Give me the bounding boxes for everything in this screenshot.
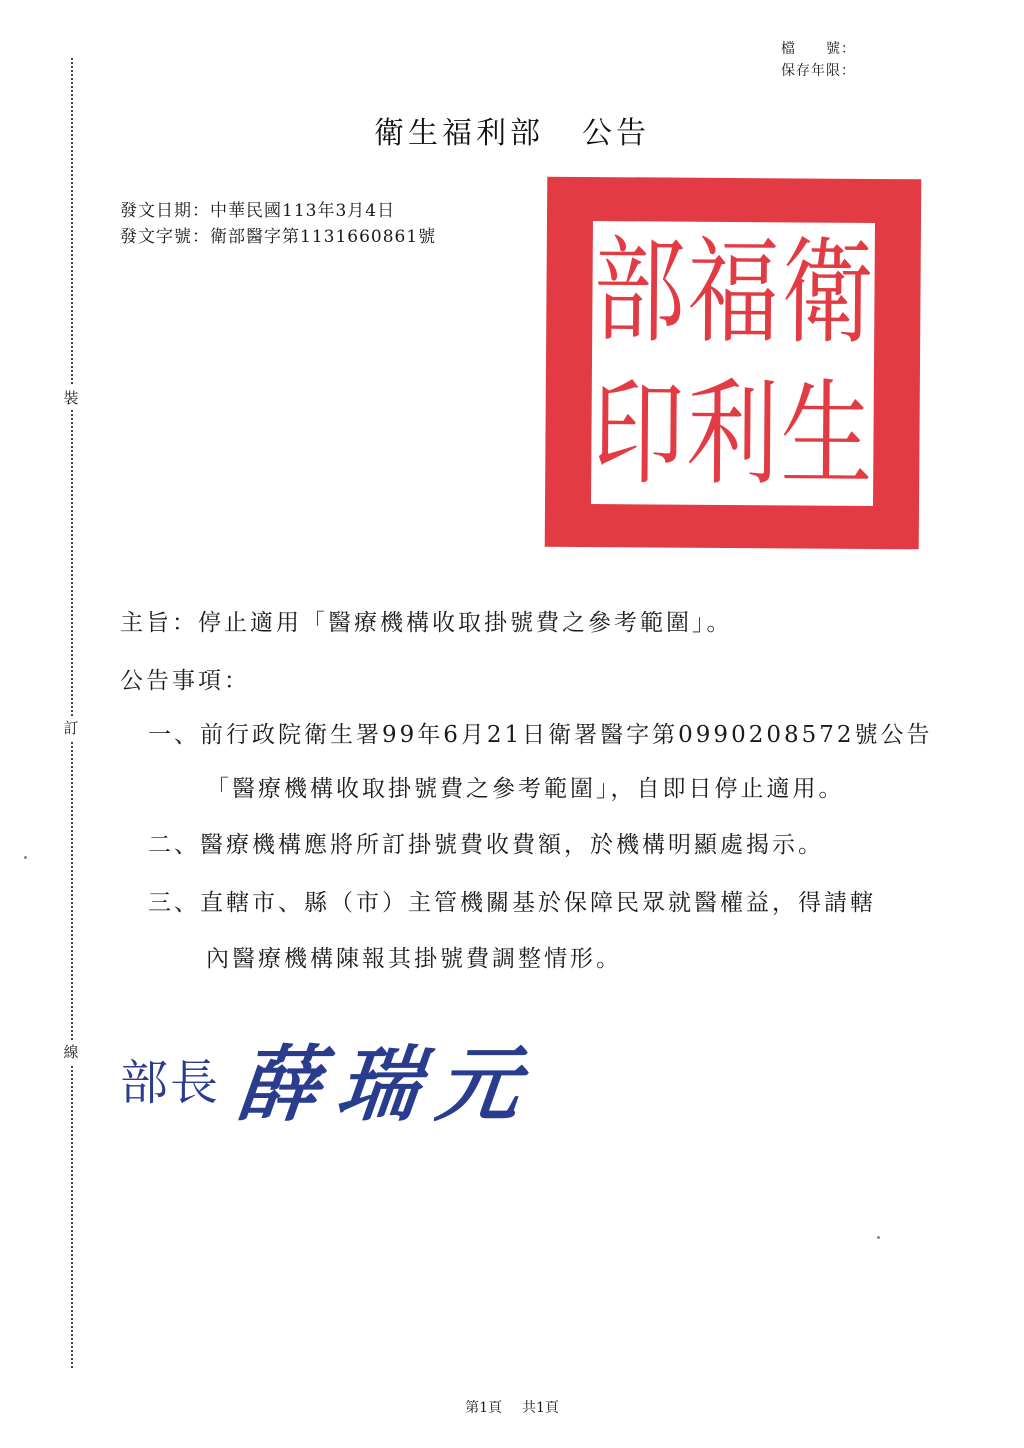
items-heading: 公告事項： — [120, 668, 250, 694]
current-page: 第1頁 — [465, 1400, 502, 1416]
seal-char: 福 — [687, 224, 780, 360]
item-2-line-1: 二、醫療機構應將所訂掛號費收費額，於機構明顯處揭示。 — [148, 832, 824, 858]
seal-char: 利 — [686, 366, 779, 501]
total-pages: 共1頁 — [522, 1400, 559, 1416]
item-1-line-2: 「醫療機構收取掛號費之參考範圍」，自即日停止適用。 — [206, 776, 845, 802]
seal-char: 部 — [593, 224, 686, 359]
item-3-line-2: 內醫療機構陳報其掛號費調整情形。 — [206, 946, 622, 972]
agency-name: 衛生福利部 — [374, 116, 544, 151]
document-type: 公告 — [582, 116, 650, 151]
retention-period-label: 保存年限： — [781, 63, 856, 79]
issue-date: 發文日期：中華民國113年3月4日 — [120, 201, 396, 221]
seal-char: 生 — [780, 367, 873, 502]
scan-speck — [24, 856, 27, 859]
document-title — [0, 108, 1024, 152]
signature-role: 部長 — [120, 1055, 221, 1111]
issue-number: 發文字號：衛部醫字第1131660861號 — [120, 227, 437, 247]
binding-mark-ding: 訂 — [59, 716, 83, 740]
item-3-line-1: 三、直轄市、縣（市）主管機關基於保障民眾就醫權益，得請轄 — [148, 890, 876, 916]
binding-mark-xian: 線 — [59, 1040, 83, 1064]
subject-line: 主旨：停止適用「醫療機構收取掛號費之參考範圍」。 — [120, 610, 733, 636]
official-seal — [545, 177, 922, 550]
file-number-label: 檔 號： — [781, 41, 856, 57]
item-1-line-1: 一、前行政院衛生署99年6月21日衛署醫字第0990208572號公告 — [148, 722, 933, 748]
seal-glyphs — [591, 221, 875, 506]
seal-char: 印 — [592, 365, 685, 501]
page-number — [0, 1397, 1024, 1417]
signature-name: 薛瑞元 — [232, 1037, 543, 1133]
seal-char: 衛 — [781, 225, 874, 360]
document-meta — [120, 198, 436, 250]
binding-mark-zhuang: 裝 — [59, 386, 83, 410]
filing-info — [781, 38, 856, 82]
scan-speck — [877, 1236, 880, 1239]
binding-margin-line — [71, 58, 73, 1368]
seal-field — [591, 221, 875, 506]
minister-signature — [120, 1020, 543, 1137]
